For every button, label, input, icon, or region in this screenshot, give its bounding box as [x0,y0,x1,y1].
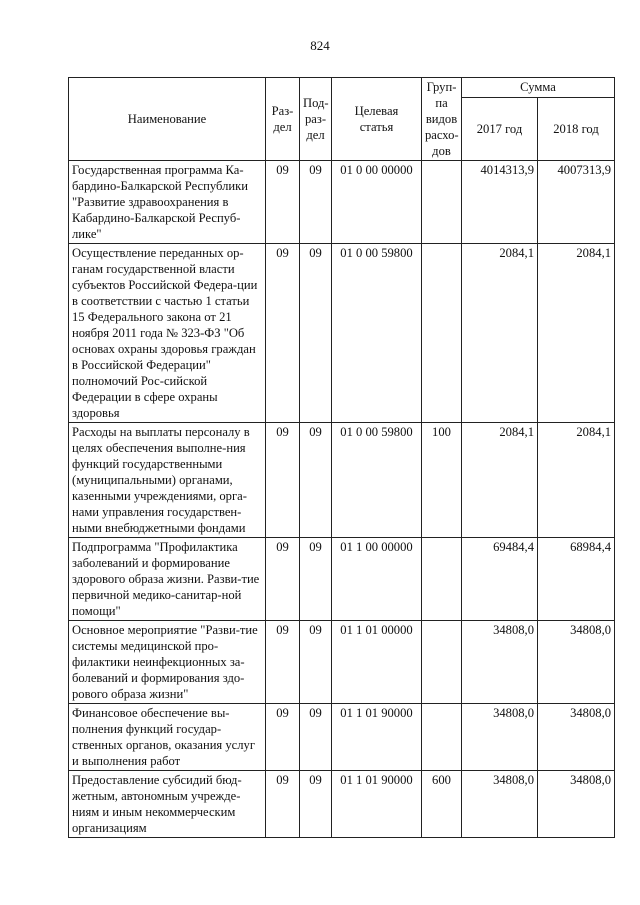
row-subsection: 09 [300,423,332,538]
row-subsection: 09 [300,538,332,621]
row-2017: 34808,0 [462,771,538,838]
row-target: 01 1 01 90000 [332,771,422,838]
header-row-top [69,78,615,98]
row-section: 09 [266,704,300,771]
row-2017: 2084,1 [462,244,538,423]
table-row [69,423,615,538]
budget-table [68,77,615,838]
row-subsection: 09 [300,621,332,704]
header-group-line: Груп- [426,80,457,94]
row-2017: 2084,1 [462,423,538,538]
row-target: 01 0 00 59800 [332,244,422,423]
row-2017: 69484,4 [462,538,538,621]
row-section: 09 [266,423,300,538]
row-name: Основное мероприятие "Разви-тие системы медицинской про-филактики неинфекционных за-болеваний и формирования здо-рового образа жизни" [69,621,266,704]
header-section [266,78,300,161]
row-group [422,161,462,244]
row-group [422,621,462,704]
row-group: 100 [422,423,462,538]
header-subsection-line: дел [306,128,325,142]
table-row [69,244,615,423]
row-subsection: 09 [300,704,332,771]
row-section: 09 [266,538,300,621]
row-2018: 68984,4 [538,538,615,621]
row-group [422,244,462,423]
row-subsection: 09 [300,771,332,838]
header-target-line: Целевая [354,104,399,118]
row-section: 09 [266,621,300,704]
row-2017: 34808,0 [462,704,538,771]
header-subsection [300,78,332,161]
row-2017: 4014313,9 [462,161,538,244]
header-group [422,78,462,161]
row-2018: 4007313,9 [538,161,615,244]
row-group: 600 [422,771,462,838]
row-name: Предоставление субсидий бюд-жетным, автономным учрежде-ниям и иным некоммерческим организациям [69,771,266,838]
row-name: Подпрограмма "Профилактика заболеваний и формирование здорового образа жизни. Разви-тие первичной медико-санитар-ной помощи" [69,538,266,621]
row-section: 09 [266,244,300,423]
row-subsection: 09 [300,244,332,423]
row-2018: 34808,0 [538,621,615,704]
row-section: 09 [266,771,300,838]
header-section-line: дел [273,120,292,134]
row-target: 01 0 00 00000 [332,161,422,244]
table-row [69,621,615,704]
header-2017: 2017 год [462,97,538,160]
row-2017: 34808,0 [462,621,538,704]
row-name: Осуществление переданных ор-ганам государственной власти субъектов Российской Федера-ции в соответствии с частью 1 статьи 15 Федерального закона от 21 ноября 2011 года № 323-ФЗ "Об основах охраны здоровья граждан в Российской Федерации" полномочий Рос-сийской Федерации в сфере охраны здоровья [69,244,266,423]
table-row [69,771,615,838]
row-2018: 34808,0 [538,771,615,838]
header-target [332,78,422,161]
header-subsection-line: Под- [303,96,329,110]
row-name: Финансовое обеспечение вы-полнения функций государ-ственных органов, оказания услуг и выполнения работ [69,704,266,771]
row-target: 01 1 01 00000 [332,621,422,704]
row-section: 09 [266,161,300,244]
table-row [69,704,615,771]
page-number: 824 [310,38,330,53]
header-target-line: статья [359,120,394,134]
row-target: 01 1 01 90000 [332,704,422,771]
row-name: Расходы на выплаты персоналу в целях обеспечения выполне-ния функций государственными (муниципальными) органами, казенными учреждениями, орга-нами управления государствен-ными внебюджетными фондами [69,423,266,538]
header-sum: Сумма [462,78,615,98]
header-2018: 2018 год [538,97,615,160]
row-2018: 2084,1 [538,244,615,423]
header-section-line: Раз- [271,104,294,118]
row-2018: 34808,0 [538,704,615,771]
row-target: 01 1 00 00000 [332,538,422,621]
table-header [69,78,615,161]
row-subsection: 09 [300,161,332,244]
row-group [422,704,462,771]
header-group-line: дов [432,144,451,158]
header-group-line: расхо- [425,128,459,142]
header-subsection-line: раз- [304,112,327,126]
header-group-line: видов [425,112,458,126]
header-group-line: па [435,96,448,110]
header-name: Наименование [69,78,266,161]
row-group [422,538,462,621]
row-target: 01 0 00 59800 [332,423,422,538]
row-2018: 2084,1 [538,423,615,538]
row-name: Государственная программа Ка-бардино-Балкарской Республики "Развитие здравоохранения в Кабардино-Балкарской Респуб-лике" [69,161,266,244]
table-row [69,538,615,621]
table-row [69,161,615,244]
